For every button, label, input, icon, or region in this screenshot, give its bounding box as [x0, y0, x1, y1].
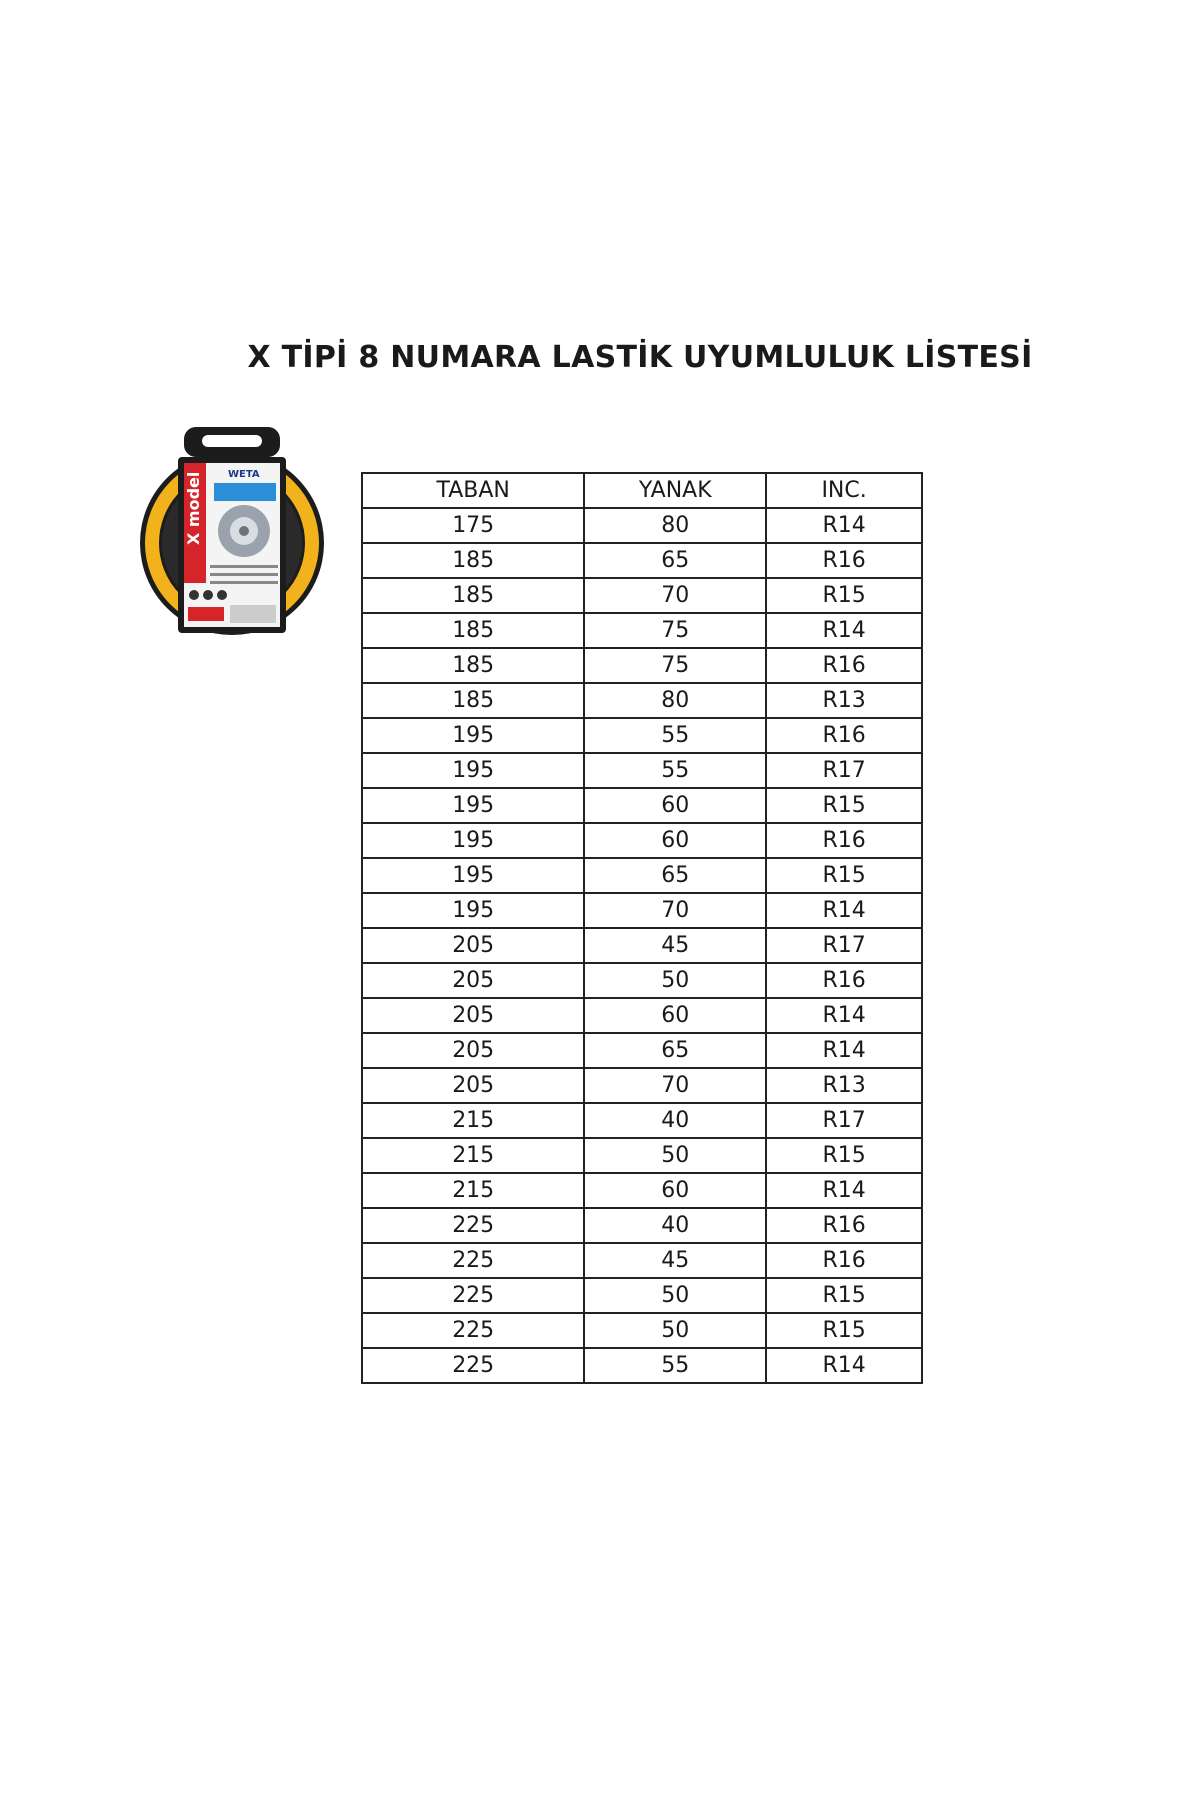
- cell-inc: R16: [766, 648, 922, 683]
- cell-taban: 205: [362, 1068, 584, 1103]
- table-row: [362, 753, 922, 788]
- cell-taban: 225: [362, 1243, 584, 1278]
- cell-taban: 225: [362, 1208, 584, 1243]
- table-row: [362, 613, 922, 648]
- cell-yanak: 75: [584, 613, 766, 648]
- cell-inc: R15: [766, 858, 922, 893]
- cell-yanak: 70: [584, 1068, 766, 1103]
- cell-inc: R17: [766, 1103, 922, 1138]
- cell-yanak: 80: [584, 683, 766, 718]
- header-inc: INC.: [766, 473, 922, 508]
- table-row: [362, 1243, 922, 1278]
- cell-inc: R13: [766, 1068, 922, 1103]
- cell-taban: 185: [362, 683, 584, 718]
- cell-taban: 185: [362, 578, 584, 613]
- cell-yanak: 75: [584, 648, 766, 683]
- tire-compatibility-table: [361, 472, 923, 1384]
- cell-taban: 225: [362, 1348, 584, 1383]
- table-header-row: [362, 473, 922, 508]
- cell-taban: 205: [362, 1033, 584, 1068]
- cell-yanak: 65: [584, 543, 766, 578]
- header-taban: TABAN: [362, 473, 584, 508]
- cell-inc: R15: [766, 1138, 922, 1173]
- table-row: [362, 963, 922, 998]
- cell-taban: 195: [362, 893, 584, 928]
- table-row: [362, 1278, 922, 1313]
- cell-yanak: 40: [584, 1103, 766, 1138]
- table-row: [362, 823, 922, 858]
- table-row: [362, 648, 922, 683]
- cell-yanak: 60: [584, 823, 766, 858]
- snow-chain-case-image: [132, 425, 332, 637]
- cell-inc: R16: [766, 1243, 922, 1278]
- cell-taban: 195: [362, 718, 584, 753]
- table-row: [362, 1033, 922, 1068]
- cell-inc: R14: [766, 1033, 922, 1068]
- cell-yanak: 45: [584, 1243, 766, 1278]
- cell-inc: R16: [766, 543, 922, 578]
- table-row: [362, 1313, 922, 1348]
- table-row: [362, 1348, 922, 1383]
- snow-chain-case-illustration: [132, 425, 332, 637]
- cell-yanak: 50: [584, 1313, 766, 1348]
- table-row: [362, 1208, 922, 1243]
- cell-inc: R16: [766, 963, 922, 998]
- cell-inc: R15: [766, 1313, 922, 1348]
- cell-yanak: 60: [584, 788, 766, 823]
- cell-yanak: 55: [584, 718, 766, 753]
- table-row: [362, 578, 922, 613]
- cell-taban: 215: [362, 1173, 584, 1208]
- cell-yanak: 55: [584, 753, 766, 788]
- table-row: [362, 788, 922, 823]
- cell-inc: R13: [766, 683, 922, 718]
- cell-taban: 205: [362, 963, 584, 998]
- cell-inc: R14: [766, 508, 922, 543]
- cell-inc: R15: [766, 578, 922, 613]
- cell-taban: 175: [362, 508, 584, 543]
- table-row: [362, 1103, 922, 1138]
- cell-yanak: 50: [584, 1278, 766, 1313]
- table-row: [362, 1068, 922, 1103]
- cell-inc: R14: [766, 613, 922, 648]
- table-row: [362, 508, 922, 543]
- cell-taban: 225: [362, 1313, 584, 1348]
- table-row: [362, 893, 922, 928]
- cell-yanak: 50: [584, 963, 766, 998]
- cell-yanak: 50: [584, 1138, 766, 1173]
- cell-yanak: 70: [584, 893, 766, 928]
- cell-inc: R17: [766, 753, 922, 788]
- table-row: [362, 1173, 922, 1208]
- cell-inc: R16: [766, 718, 922, 753]
- cell-taban: 195: [362, 823, 584, 858]
- table-body: [362, 508, 922, 1383]
- cell-inc: R14: [766, 998, 922, 1033]
- table-row: [362, 683, 922, 718]
- cell-inc: R16: [766, 823, 922, 858]
- box-brand-text: WETA: [228, 469, 260, 480]
- cell-taban: 205: [362, 998, 584, 1033]
- page-title: X TİPİ 8 NUMARA LASTİK UYUMLULUK LİSTESİ: [247, 340, 1033, 375]
- cell-taban: 195: [362, 753, 584, 788]
- cell-taban: 215: [362, 1103, 584, 1138]
- cell-yanak: 60: [584, 998, 766, 1033]
- cell-taban: 185: [362, 613, 584, 648]
- cell-inc: R15: [766, 1278, 922, 1313]
- box-label-text: X model: [184, 471, 203, 545]
- cell-yanak: 65: [584, 858, 766, 893]
- cell-inc: R14: [766, 1173, 922, 1208]
- cell-yanak: 70: [584, 578, 766, 613]
- cell-inc: R15: [766, 788, 922, 823]
- cell-inc: R14: [766, 893, 922, 928]
- table-row: [362, 928, 922, 963]
- table-row: [362, 1138, 922, 1173]
- cell-taban: 185: [362, 543, 584, 578]
- cell-yanak: 80: [584, 508, 766, 543]
- table-row: [362, 718, 922, 753]
- table-row: [362, 858, 922, 893]
- cell-taban: 225: [362, 1278, 584, 1313]
- cell-yanak: 60: [584, 1173, 766, 1208]
- cell-yanak: 55: [584, 1348, 766, 1383]
- cell-taban: 205: [362, 928, 584, 963]
- cell-taban: 195: [362, 788, 584, 823]
- table-row: [362, 543, 922, 578]
- cell-yanak: 65: [584, 1033, 766, 1068]
- header-yanak: YANAK: [584, 473, 766, 508]
- table-row: [362, 998, 922, 1033]
- cell-inc: R16: [766, 1208, 922, 1243]
- cell-taban: 185: [362, 648, 584, 683]
- cell-yanak: 40: [584, 1208, 766, 1243]
- cell-taban: 195: [362, 858, 584, 893]
- cell-yanak: 45: [584, 928, 766, 963]
- cell-inc: R17: [766, 928, 922, 963]
- cell-inc: R14: [766, 1348, 922, 1383]
- cell-taban: 215: [362, 1138, 584, 1173]
